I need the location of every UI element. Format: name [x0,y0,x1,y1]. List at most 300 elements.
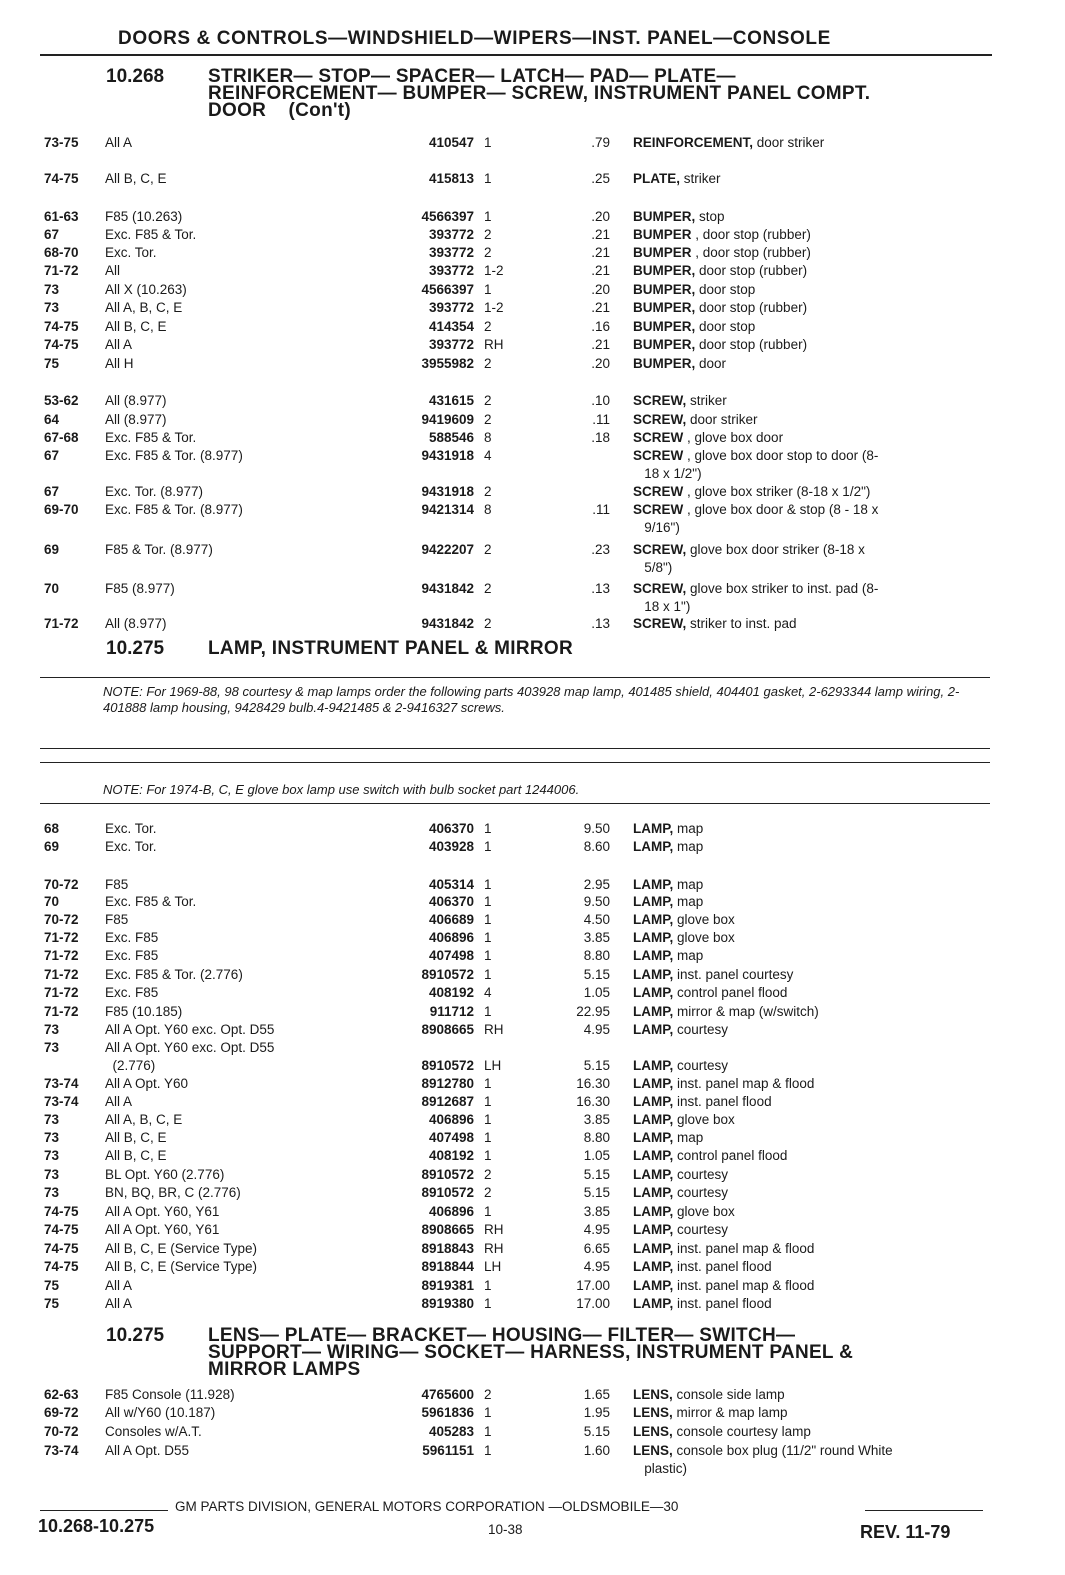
part-number: 431615 [428,393,474,408]
part-number: 415813 [428,171,474,186]
price: .10 [591,393,610,408]
description [633,1075,993,1092]
item-detail: control panel flood [673,985,788,1000]
part-number: 9419609 [421,412,474,427]
part-number: 393772 [428,337,474,352]
quantity: 1 [484,135,492,150]
price: .16 [591,319,610,334]
item-name: LAMP, [633,1094,674,1109]
item-detail: door stop [695,282,756,297]
price: 1.65 [583,1387,610,1402]
section-header: DOORS & CONTROLS—WINDSHIELD—WIPERS—INST. PANEL—CONSOLE [118,28,831,49]
price: .13 [591,616,610,631]
part-number: 406689 [428,912,474,927]
price: 9.50 [583,894,610,909]
year-range: 75 [44,1278,60,1293]
year-range: 67 [44,484,60,499]
item-name: SCREW [633,502,684,517]
quantity: 4 [484,448,492,463]
description [633,820,993,837]
item-detail: mirror & map (w/switch) [673,1004,819,1019]
part-number: 393772 [428,227,474,242]
year-range: 71-72 [44,1004,79,1019]
description [633,1295,993,1312]
application: All H [105,356,134,371]
application: All B, C, E [105,319,167,334]
item-name: LAMP, [633,1076,674,1091]
quantity: 1-2 [484,300,504,315]
description [633,1386,993,1403]
part-number: 8910572 [421,1058,474,1073]
item-name: LENS, [633,1424,673,1439]
description [633,838,993,855]
description [633,1258,993,1275]
item-detail: stop [695,209,725,224]
year-range: 71-72 [44,930,79,945]
application: Exc. F85 & Tor. [105,430,197,445]
year-range: 73 [44,1167,60,1182]
year-range: 74-75 [44,1222,79,1237]
page-number: 10-38 [488,1522,523,1537]
year-range: 67 [44,227,60,242]
item-name: SCREW [633,484,684,499]
quantity: 2 [484,412,492,427]
year-range: 68 [44,821,60,836]
application: Consoles w/A.T. [105,1424,202,1439]
part-number: 588546 [428,430,474,445]
application: All A Opt. Y60 [105,1076,189,1091]
item-detail: door striker [753,135,825,150]
application: Exc. F85 [105,948,159,963]
year-range: 70 [44,581,60,596]
application: F85 & Tor. (8.977) [105,542,213,557]
year-range: 53-62 [44,393,79,408]
description [633,541,993,558]
item-name: LENS, [633,1387,673,1402]
description [633,170,993,187]
price: 6.65 [583,1241,610,1256]
item-name: LAMP, [633,948,674,963]
item-detail: , door stop (rubber) [691,245,811,260]
quantity: 1 [484,1405,492,1420]
part-number: 4765600 [421,1387,474,1402]
item-name: LAMP, [633,912,674,927]
item-detail: striker [680,171,721,186]
quantity: 1 [484,1004,492,1019]
application: All A Opt. Y60 exc. Opt. D55 [105,1040,275,1055]
year-range: 73-74 [44,1076,79,1091]
quantity: 2 [484,542,492,557]
year-range: 71-72 [44,263,79,278]
footer-section-range: 10.268-10.275 [38,1516,155,1536]
description [633,318,993,335]
item-detail: console box plug (11/2" round White [672,1443,893,1458]
year-range: 75 [44,356,60,371]
price: .20 [591,356,610,371]
quantity: 2 [484,1167,492,1182]
year-range: 62-63 [44,1387,79,1402]
description [633,208,993,225]
item-name: BUMPER, [633,300,696,315]
price: .21 [591,337,610,352]
item-detail: courtesy [673,1022,729,1037]
quantity: 1 [484,1076,492,1091]
description [633,1166,993,1183]
price: .25 [591,171,610,186]
description [633,429,993,446]
item-detail: striker to inst. pad [686,616,797,631]
part-number: 9431842 [421,581,474,596]
price: 4.95 [583,1222,610,1237]
application: All X (10.263) [105,282,187,297]
application: Exc. F85 [105,930,159,945]
part-number: 405314 [428,877,474,892]
item-name: LAMP, [633,1259,674,1274]
application: All A Opt. Y60 exc. Opt. D55 [105,1022,275,1037]
price: 1.05 [583,1148,610,1163]
price: .20 [591,209,610,224]
price: .21 [591,227,610,242]
year-range: 69-70 [44,502,79,517]
description [633,519,993,536]
item-detail: door stop (rubber) [695,337,808,352]
group-title: STRIKER— STOP— SPACER— LATCH— PAD— PLATE— REINFORCEMENT— BUMPER— SCREW, INSTRUMENT PANEL COMPT. DOOR (Con't) [208,66,871,121]
price: .21 [591,263,610,278]
part-number: 408192 [428,1148,474,1163]
application: All A, B, C, E [105,300,183,315]
part-number: 8908665 [421,1222,474,1237]
application: Exc. F85 & Tor. [105,227,197,242]
quantity: 1 [484,1094,492,1109]
item-detail: inst. panel courtesy [673,967,794,982]
quantity: 2 [484,1185,492,1200]
item-detail: glove box [673,930,735,945]
application: Exc. F85 & Tor. [105,894,197,909]
item-detail: map [673,839,704,854]
item-name: BUMPER, [633,263,696,278]
application: All A [105,337,133,352]
price: 8.60 [583,839,610,854]
quantity: 4 [484,985,492,1000]
application: Exc. F85 & Tor. (8.977) [105,448,243,463]
item-name: LAMP, [633,1185,674,1200]
application: Exc. Tor. [105,245,157,260]
description [633,262,993,279]
description [633,447,993,464]
year-range: 71-72 [44,616,79,631]
application: Exc. F85 [105,985,159,1000]
price: .20 [591,282,610,297]
description [633,501,993,518]
item-name: BUMPER [633,245,692,260]
quantity: 1 [484,1148,492,1163]
item-name: SCREW, [633,581,687,596]
description [633,1240,993,1257]
note-text: NOTE: For 1974-B, C, E glove box lamp use switch with bulb socket part 1244006. [103,782,580,797]
application: Exc. F85 & Tor. (2.776) [105,967,243,982]
description [633,392,993,409]
item-name: LAMP, [633,1204,674,1219]
quantity: 1 [484,282,492,297]
revision-label: REV. 11-79 [860,1522,951,1542]
item-detail: , glove box door & stop (8 - 18 x [683,502,879,517]
description [633,134,993,151]
item-detail: door stop (rubber) [695,263,808,278]
item-detail: inst. panel flood [673,1094,772,1109]
item-detail: inst. panel flood [673,1296,772,1311]
item-name: LAMP, [633,1241,674,1256]
description [633,465,993,482]
year-range: 74-75 [44,1259,79,1274]
item-detail: glove box [673,1204,735,1219]
year-range: 74-75 [44,1241,79,1256]
item-name: LENS, [633,1443,673,1458]
price: 5.15 [583,1167,610,1182]
item-name: LAMP, [633,967,674,982]
item-name: BUMPER, [633,209,696,224]
part-number: 4566397 [421,282,474,297]
item-detail: inst. panel map & flood [673,1241,815,1256]
application: Exc. Tor. (8.977) [105,484,204,499]
description [633,1093,993,1110]
description [633,244,993,261]
part-number: 8918843 [421,1241,474,1256]
year-range: 73 [44,300,60,315]
item-detail: console courtesy lamp [672,1424,811,1439]
year-range: 73 [44,1022,60,1037]
description [633,580,993,597]
part-number: 8910572 [421,1185,474,1200]
group-title: LAMP, INSTRUMENT PANEL & MIRROR [208,638,574,659]
year-range: 70-72 [44,912,79,927]
price: 8.80 [583,948,610,963]
item-name: SCREW, [633,616,687,631]
application: All B, C, E [105,1130,167,1145]
application: All (8.977) [105,616,167,631]
description [633,1442,993,1459]
quantity: 1 [484,1112,492,1127]
application: F85 [105,877,129,892]
year-range: 74-75 [44,171,79,186]
part-number: 405283 [428,1424,474,1439]
part-number: 8912687 [421,1094,474,1109]
part-number: 5961151 [422,1443,474,1458]
year-range: 73 [44,1148,60,1163]
part-number: 414354 [428,319,474,334]
application: All B, C, E (Service Type) [105,1241,258,1256]
description [633,598,993,615]
quantity: LH [484,1259,502,1274]
part-number: 3955982 [421,356,474,371]
part-number: 8910572 [421,967,474,982]
price: 4.95 [583,1259,610,1274]
price: 1.05 [583,985,610,1000]
part-number: 393772 [428,245,474,260]
item-detail: , glove box door stop to door (8- [683,448,879,463]
part-number: 9422207 [421,542,474,557]
part-number: 406896 [428,1112,474,1127]
price: 22.95 [576,1004,610,1019]
year-range: 75 [44,1296,60,1311]
application: F85 Console (11.928) [105,1387,235,1402]
year-range: 68-70 [44,245,79,260]
part-number: 4566397 [421,209,474,224]
description [633,1184,993,1201]
description [633,966,993,983]
item-detail: console side lamp [672,1387,785,1402]
quantity: 1 [484,1278,492,1293]
application: All A Opt. D55 [105,1443,190,1458]
quantity: LH [484,1058,502,1073]
description [633,929,993,946]
quantity: RH [484,1222,504,1237]
description [633,1021,993,1038]
item-detail: mirror & map lamp [672,1405,788,1420]
price: 16.30 [576,1076,610,1091]
quantity: 8 [484,502,492,517]
description [633,1129,993,1146]
application: All A [105,1296,133,1311]
item-detail: control panel flood [673,1148,788,1163]
item-name: SCREW, [633,542,687,557]
item-detail: map [673,948,704,963]
part-number: 8912780 [421,1076,474,1091]
description [633,1003,993,1020]
part-number: 406896 [428,930,474,945]
item-detail: glove box [673,912,735,927]
application: All B, C, E [105,1148,167,1163]
description [633,984,993,1001]
quantity: 8 [484,430,492,445]
item-detail: 5/8") [633,560,673,575]
quantity: 1 [484,1443,492,1458]
part-number: 406370 [428,821,474,836]
part-number: 5961836 [421,1405,474,1420]
part-number: 408192 [428,985,474,1000]
part-number: 406896 [428,1204,474,1219]
note-rule [40,803,990,804]
application: BL Opt. Y60 (2.776) [105,1167,225,1182]
item-name: BUMPER, [633,337,696,352]
item-detail: striker [686,393,727,408]
year-range: 73 [44,1040,60,1055]
part-number: 9431918 [421,484,474,499]
quantity: 1 [484,930,492,945]
part-number: 407498 [428,1130,474,1145]
part-number: 9431842 [421,616,474,631]
item-detail: inst. panel flood [673,1259,772,1274]
description [633,336,993,353]
year-range: 73 [44,1185,60,1200]
application: BN, BQ, BR, C (2.776) [105,1185,241,1200]
description [633,559,993,576]
item-name: BUMPER, [633,282,696,297]
application: (2.776) [105,1058,156,1073]
item-name: LAMP, [633,1004,674,1019]
footer-rule-left [40,1510,168,1511]
quantity: 1 [484,967,492,982]
description [633,281,993,298]
item-detail: , glove box door [683,430,784,445]
description [633,411,993,428]
header-rule [40,54,992,56]
year-range: 69 [44,839,60,854]
application: All (8.977) [105,393,167,408]
year-range: 74-75 [44,337,79,352]
quantity: 1 [484,839,492,854]
item-name: PLATE, [633,171,680,186]
group-title: LENS— PLATE— BRACKET— HOUSING— FILTER— SWITCH— SUPPORT— WIRING— SOCKET— HARNESS, INSTRUMENT PANEL & MIRROR LAMPS [208,1325,854,1380]
year-range: 70-72 [44,877,79,892]
item-detail: map [673,1130,704,1145]
year-range: 73 [44,282,60,297]
note-rule [40,748,990,749]
part-number: 911712 [429,1004,474,1019]
application: All A, B, C, E [105,1112,183,1127]
quantity: 1 [484,1424,492,1439]
quantity: 1 [484,821,492,836]
application: All A [105,135,133,150]
quantity: 1-2 [484,263,504,278]
item-detail: door [695,356,727,371]
item-name: LAMP, [633,839,674,854]
quantity: RH [484,337,504,352]
price: 5.15 [583,967,610,982]
quantity: 2 [484,319,492,334]
application: All B, C, E (Service Type) [105,1259,258,1274]
item-detail: glove box striker to inst. pad (8- [686,581,879,596]
item-detail: , door stop (rubber) [691,227,811,242]
part-number: 410547 [428,135,474,150]
item-name: LAMP, [633,1167,674,1182]
year-range: 70-72 [44,1424,79,1439]
quantity: 1 [484,1296,492,1311]
description [633,226,993,243]
price: .11 [592,412,610,427]
year-range: 69 [44,542,60,557]
description [633,893,993,910]
part-number: 407498 [428,948,474,963]
item-detail: glove box door striker (8-18 x [686,542,865,557]
application: All [105,263,121,278]
part-number: 8919381 [421,1278,474,1293]
quantity: 2 [484,356,492,371]
description [633,1404,993,1421]
price: .13 [591,581,610,596]
quantity: 1 [484,1130,492,1145]
description [633,299,993,316]
price: 4.95 [583,1022,610,1037]
application: Exc. F85 & Tor. (8.977) [105,502,243,517]
price: 1.95 [583,1405,610,1420]
note-rule [40,677,990,678]
part-number: 403928 [428,839,474,854]
item-detail: courtesy [673,1185,729,1200]
description [633,947,993,964]
item-name: SCREW [633,430,684,445]
part-number: 8919380 [421,1296,474,1311]
item-name: REINFORCEMENT, [633,135,754,150]
year-range: 70 [44,894,60,909]
footer-publisher: GM PARTS DIVISION, GENERAL MOTORS CORPORATION —OLDSMOBILE—30 [175,1499,679,1514]
year-range: 71-72 [44,985,79,1000]
part-number: 9421314 [421,502,474,517]
item-detail: door striker [686,412,758,427]
price: 5.15 [583,1058,610,1073]
description [633,1057,993,1074]
quantity: 2 [484,1387,492,1402]
price: .21 [591,245,610,260]
